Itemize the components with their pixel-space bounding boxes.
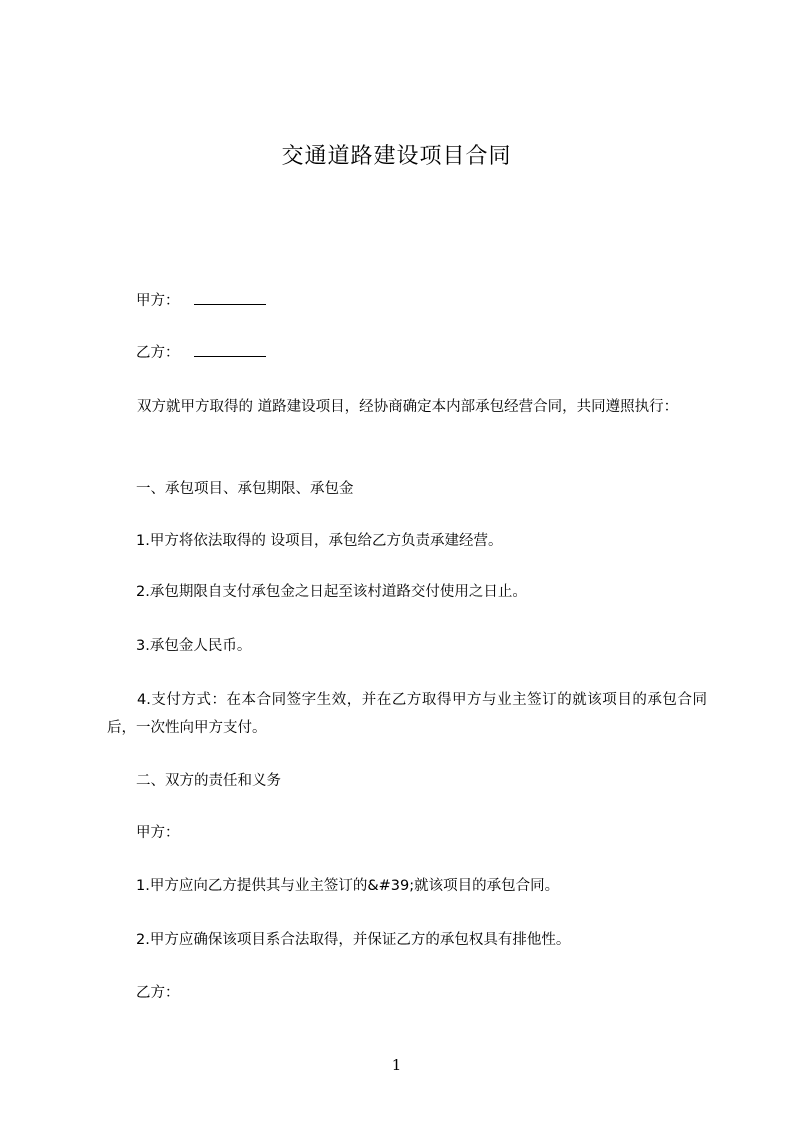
section2-item-a-1: 1.甲方应向乙方提供其与业主签订的&#39;就该项目的承包合同。 <box>136 878 560 894</box>
section2-item-a-2: 2.甲方应确保该项目系合法取得，并保证乙方的承包权具有排他性。 <box>136 932 571 948</box>
party-a-label: 甲方： <box>136 293 180 309</box>
party-b-label: 乙方： <box>136 345 180 361</box>
section1-item-2: 2.承包期限自支付承包金之日起至该村道路交付使用之日止。 <box>136 584 527 600</box>
document-title: 交通道路建设项目合同 <box>281 144 512 169</box>
section1-item-1: 1.甲方将依法取得的 设项目，承包给乙方负责承建经营。 <box>136 533 503 549</box>
party-a-line <box>136 290 266 312</box>
section2-party-a: 甲方： <box>136 825 180 841</box>
section2-heading: 二、双方的责任和义务 <box>136 773 281 789</box>
party-b-blank <box>194 342 266 357</box>
section1-item-4: 4.支付方式：在本合同签字生效，并在乙方取得甲方与业主签订的就该项目的承包合同后，一次性向甲方支付。 <box>107 692 707 736</box>
party-b-line <box>136 342 266 364</box>
section1-item-3: 3.承包金人民币。 <box>136 638 252 654</box>
section2-party-b: 乙方： <box>136 985 180 1001</box>
page-number: 1 <box>391 1056 402 1074</box>
intro-paragraph: 双方就甲方取得的 道路建设项目，经协商确定本内部承包经营合同，共同遵照执行： <box>137 399 679 415</box>
section1-heading: 一、承包项目、承包期限、承包金 <box>136 481 354 497</box>
party-a-blank <box>194 290 266 305</box>
